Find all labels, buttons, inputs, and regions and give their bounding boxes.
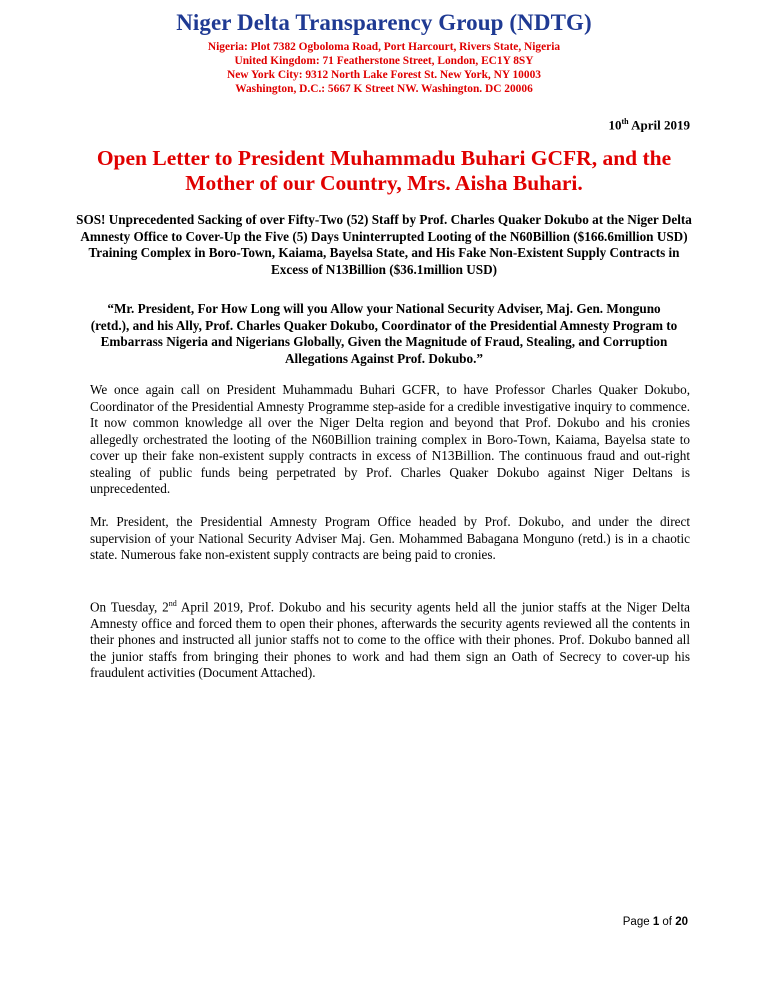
paragraph-3-start: On Tuesday, 2	[90, 599, 169, 615]
paragraph-3-rest: April 2019, Prof. Dokubo and his security agents held all the junior staffs at the Niger Delta Amnesty office and forced them to open their phones, afterwards the security agents reviewed all the contents in their phones and instructed all junior staffs not to come to the office with their phones. Prof. Dokubo banned all the junior staffs from bringing their phones to work and had them sign an Oath of Secrecy to cover-up his fraudulent activities (Document Attached).	[90, 599, 690, 681]
letter-subheading: SOS! Unprecedented Sacking of over Fifty-Two (52) Staff by Prof. Charles Quaker Dokubo at the Niger Delta Amnesty Office to Cover-Up the Five (5) Days Uninterrupted Looting of the N60Billion ($166.6million USD) Training Complex in Boro-Town, Kaiama, Bayelsa State, and His Fake Non-Existent Supply Contracts in Excess of N13Billion ($36.1million USD)	[76, 212, 692, 277]
page-number	[623, 916, 688, 928]
page-of: of	[659, 916, 676, 928]
address-nigeria: Nigeria: Plot 7382 Ogboloma Road, Port Harcourt, Rivers State, Nigeria	[207, 41, 561, 53]
body-paragraph-2: Mr. President, the Presidential Amnesty Program Office headed by Prof. Dokubo, and under the direct supervision of your National Security Adviser Maj. Gen. Mohammed Babagana Monguno (retd.) is in a chaotic state. Numerous fake non-existent supply contracts are being paid to cronies.	[90, 514, 690, 562]
body-paragraph-3	[90, 596, 690, 682]
date-month-year: April 2019	[628, 117, 690, 133]
page-total: 20	[675, 916, 688, 928]
organization-name: Niger Delta Transparency Group (NDTG)	[176, 10, 592, 35]
address-new-york: New York City: 9312 North Lake Forest St. New York, NY 10003	[227, 69, 541, 81]
page-current: 1	[652, 916, 660, 928]
address-washington: Washington, D.C.: 5667 K Street NW. Washington. DC 20006	[235, 83, 533, 95]
letter-date	[608, 117, 690, 133]
letter-quote: “Mr. President, For How Long will you Allow your National Security Adviser, Maj. Gen. Monguno (retd.), and his Ally, Prof. Charles Quaker Dokubo, Coordinator of the Presidential Amnesty Program to Embarrass Nigeria and Nigerians Globally, Given the Magnitude of Fraud, Stealing, and Corruption Allegations Against Prof. Dokubo.”	[90, 301, 678, 366]
paragraph-3-ordinal: nd	[168, 599, 177, 608]
address-united-kingdom: United Kingdom: 71 Featherstone Street, London, EC1Y 8SY	[234, 55, 534, 67]
date-day: 10	[608, 117, 622, 133]
date-suffix: th	[621, 117, 629, 126]
page-word: Page	[622, 916, 653, 928]
body-paragraph-1: We once again call on President Muhammadu Buhari GCFR, to have Professor Charles Quaker Dokubo, Coordinator of the Presidential Amnesty Programme step-aside for a credible investigative inquiry to commence. It now common knowledge all over the Niger Delta region and beyond that Prof. Dokubo and his cronies allegedly orchestrated the looting of the N60Billion training complex in Boro-Town, Kaiama, Bayelsa state to cover up their fake non-existent supply contracts in excess of N13Billion. The continuous fraud and out-right stealing of public funds being perpetrated by Prof. Charles Quaker Dokubo against Niger Deltans is unprecedented.	[90, 382, 690, 496]
letter-headline: Open Letter to President Muhammadu Buhari GCFR, and the Mother of our Country, Mrs. Aisha Buhari.	[96, 146, 672, 195]
